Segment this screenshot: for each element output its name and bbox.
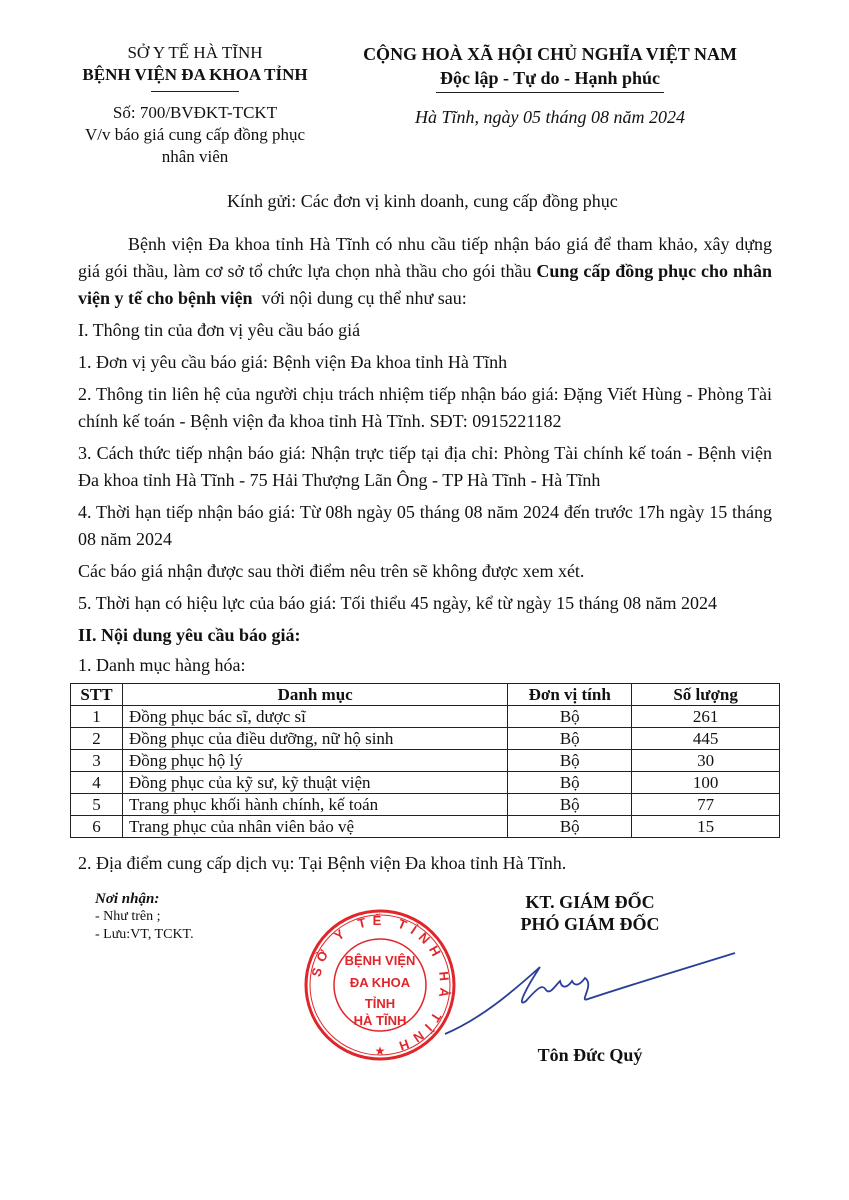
- cell-stt: 3: [71, 750, 123, 772]
- cell-item: Trang phục khối hành chính, kế toán: [122, 794, 507, 816]
- cell-quantity: 445: [632, 728, 780, 750]
- recipients-block: [95, 891, 194, 944]
- table-row: [71, 750, 780, 772]
- signature: [440, 949, 740, 1039]
- cell-stt: 4: [71, 772, 123, 794]
- table-row: [71, 794, 780, 816]
- signer-name: Tôn Đức Quý: [537, 1045, 643, 1065]
- cell-item: Đồng phục hộ lý: [122, 750, 507, 772]
- section1-item-2: 2. Thông tin liên hệ của người chịu trách nhiệm tiếp nhận báo giá: Đặng Viết Hùng - Phòng Tài chính kế toán - Bệnh viện đa khoa tỉnh Hà Tĩnh. SĐT: 0915221182: [78, 384, 772, 431]
- header-stt: STT: [71, 684, 123, 706]
- cell-unit: Bộ: [508, 794, 632, 816]
- official-stamp: [300, 905, 460, 1065]
- intro-paragraph: [78, 231, 772, 312]
- agency-name: SỞ Y TẾ HÀ TĨNH: [127, 43, 263, 62]
- svg-text:★: ★: [374, 1044, 386, 1058]
- cell-quantity: 30: [632, 750, 780, 772]
- header-left: [60, 42, 330, 168]
- section2-title: II. Nội dung yêu cầu báo giá:: [78, 625, 301, 645]
- recipient-item: - Như trên ;: [95, 909, 161, 924]
- sign-title-1: KT. GIÁM ĐỐC: [525, 892, 655, 912]
- document-body: [78, 231, 772, 1081]
- svg-text:BỆNH VIỆN: BỆNH VIỆN: [344, 953, 416, 968]
- cell-item: Đồng phục của điều dưỡng, nữ hộ sinh: [122, 728, 507, 750]
- table-row: [71, 772, 780, 794]
- svg-text:SỞ Y TẾ TỈNH HÀ TĨNH: SỞ Y TẾ TỈNH HÀ TĨNH: [308, 912, 453, 1056]
- cell-unit: Bộ: [508, 772, 632, 794]
- recipient-line: Kính gửi: Các đơn vị kinh doanh, cung cấp đồng phục: [227, 191, 618, 211]
- document-number: Số: 700/BVĐKT-TCKT: [112, 103, 278, 122]
- package-name: Cung cấp đồng phục cho nhân viện y tế cho bệnh viện: [78, 261, 772, 308]
- subject-line-2: nhân viên: [161, 147, 229, 166]
- table-row: [71, 706, 780, 728]
- section1-item-4: 4. Thời hạn tiếp nhận báo giá: Từ 08h ngày 05 tháng 08 năm 2024 đến trước 17h ngày 15 tháng 08 năm 2024: [78, 502, 772, 549]
- cell-stt: 1: [71, 706, 123, 728]
- svg-text:ĐA KHOA: ĐA KHOA: [349, 975, 411, 990]
- cell-quantity: 100: [632, 772, 780, 794]
- cell-unit: Bộ: [508, 816, 632, 838]
- section1-title: I. Thông tin của đơn vị yêu cầu báo giá: [78, 320, 361, 340]
- table-row: [71, 816, 780, 838]
- cell-item: Trang phục của nhân viên bảo vệ: [122, 816, 507, 838]
- goods-list-title: 1. Danh mục hàng hóa:: [78, 655, 246, 675]
- header-quantity: Số lượng: [632, 684, 780, 706]
- cell-unit: Bộ: [508, 728, 632, 750]
- section1-item-3: 3. Cách thức tiếp nhận báo giá: Nhận trực tiếp tại địa chỉ: Phòng Tài chính kế toán - Bệnh viện Đa khoa tỉnh Hà Tĩnh - 75 Hải Thượng Lãn Ông - TP Hà Tĩnh - Hà Tĩnh: [78, 443, 772, 490]
- divider: [151, 91, 239, 92]
- goods-table: [70, 683, 780, 838]
- recipients-title: Nơi nhận:: [95, 891, 160, 907]
- svg-text:HÀ TĨNH: HÀ TĨNH: [353, 1013, 407, 1028]
- subject-line-1: V/v báo giá cung cấp đồng phục: [85, 125, 305, 144]
- intro-text-end: với nội dung cụ thể như sau:: [252, 288, 467, 308]
- header-item: Danh mục: [122, 684, 507, 706]
- sign-title-2: PHÓ GIÁM ĐỐC: [520, 914, 660, 934]
- section1-item-5: 5. Thời hạn có hiệu lực của báo giá: Tối thiểu 45 ngày, kể từ ngày 15 tháng 08 năm 2024: [78, 593, 718, 613]
- cell-quantity: 261: [632, 706, 780, 728]
- intro-text: Bệnh viện Đa khoa tỉnh Hà Tĩnh có nhu cầu tiếp nhận báo giá để tham khảo, xây dựng giá gói thầu, làm cơ sở tổ chức lựa chọn nhà thầu cho gói thầu: [78, 234, 772, 281]
- cell-item: Đồng phục của kỹ sư, kỹ thuật viện: [122, 772, 507, 794]
- section1-note: Các báo giá nhận được sau thời điểm nêu trên sẽ không được xem xét.: [78, 561, 585, 581]
- table-row: [71, 728, 780, 750]
- cell-unit: Bộ: [508, 750, 632, 772]
- cell-stt: 6: [71, 816, 123, 838]
- cell-quantity: 15: [632, 816, 780, 838]
- footer: [0, 891, 849, 1081]
- delivery-location: 2. Địa điểm cung cấp dịch vụ: Tại Bệnh viện Đa khoa tỉnh Hà Tĩnh.: [78, 853, 567, 873]
- nation-title: CỘNG HOÀ XÃ HỘI CHỦ NGHĨA VIỆT NAM: [363, 44, 737, 64]
- cell-unit: Bộ: [508, 706, 632, 728]
- cell-item: Đồng phục bác sĩ, dược sĩ: [122, 706, 507, 728]
- document-date: Hà Tĩnh, ngày 05 tháng 08 năm 2024: [415, 107, 685, 127]
- header-right: [330, 42, 770, 129]
- cell-stt: 5: [71, 794, 123, 816]
- section1-item-1: 1. Đơn vị yêu cầu báo giá: Bệnh viện Đa khoa tỉnh Hà Tĩnh: [78, 352, 508, 372]
- svg-text:TỈNH: TỈNH: [364, 996, 396, 1011]
- motto: Độc lập - Tự do - Hạnh phúc: [436, 66, 664, 93]
- cell-quantity: 77: [632, 794, 780, 816]
- recipient-item: - Lưu:VT, TCKT.: [95, 927, 194, 942]
- org-name: BỆNH VIỆN ĐA KHOA TỈNH: [82, 65, 308, 84]
- signature-block: [470, 891, 710, 935]
- table-header-row: [71, 684, 780, 706]
- header-unit: Đơn vị tính: [508, 684, 632, 706]
- cell-stt: 2: [71, 728, 123, 750]
